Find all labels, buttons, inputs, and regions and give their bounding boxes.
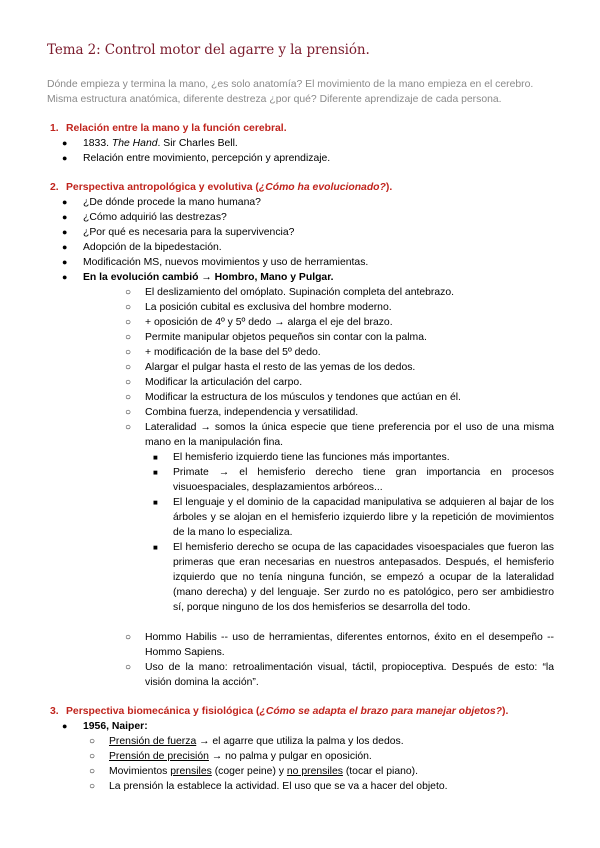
bullet-icon: ● xyxy=(62,212,68,222)
section-2 xyxy=(47,180,554,690)
bullet-icon: ● xyxy=(62,257,68,267)
bullet-icon: ● xyxy=(62,227,68,237)
sub-item: ○ Modificar la articulación del carpo. xyxy=(125,377,303,388)
bullet-icon: ● xyxy=(62,721,68,731)
list-item: ● Relación entre movimiento, percepción y aprendizaje. xyxy=(62,153,331,164)
circle-bullet-icon: ○ xyxy=(125,317,132,328)
spacer xyxy=(145,615,554,630)
bullet-icon: ● xyxy=(62,138,68,148)
sub-item: ○ La posición cubital es exclusiva del hombre moderno. xyxy=(125,302,392,313)
section-1 xyxy=(47,121,554,166)
intro-paragraph xyxy=(47,77,554,107)
list-item xyxy=(47,719,554,794)
list-item: ● 1833. The Hand. Sir Charles Bell. xyxy=(62,138,238,149)
section-number: 2. xyxy=(50,182,59,193)
section-heading xyxy=(47,121,554,136)
list-item: ● ¿Por qué es necesaria para la supervivencia? xyxy=(62,227,295,238)
sub-item: ○ Permite manipular objetos pequeños sin contar con la palma. xyxy=(125,332,427,343)
sub-item: ○ Alargar el pulgar hasta el resto de las yemas de los dedos. xyxy=(125,362,416,373)
sub-item: ○ Prensión de fuerza → el agarre que utiliza la palma y los dedos. xyxy=(89,736,404,747)
circle-bullet-icon: ○ xyxy=(125,422,132,433)
sub-item: ○ Combina fuerza, independencia y versatilidad. xyxy=(125,407,359,418)
sub-item: ○ Modificar la estructura de los músculos y tendones que actúan en él. xyxy=(125,392,461,403)
sub-item: ○ El deslizamiento del omóplato. Supinación completa del antebrazo. xyxy=(125,287,455,298)
intro-line: Misma estructura anatómica, diferente destreza ¿por qué? Diferente aprendizaje de cada persona. xyxy=(47,94,502,105)
square-bullet-icon: ■ xyxy=(153,543,158,552)
circle-bullet-icon: ○ xyxy=(89,781,96,792)
section-heading-text: Relación entre la mano y la función cerebral. xyxy=(66,123,287,134)
laterality-item: ■ El hemisferio izquierdo tiene las funciones más importantes. xyxy=(153,452,450,463)
sub-item: ○ Hommo Habilis -- uso de herramientas, diferentes entornos, éxito en el desempeño -- Hommo Sapiens. xyxy=(125,632,554,658)
list-item: ● ¿Cómo adquirió las destrezas? xyxy=(62,212,227,223)
intro-line: Dónde empieza y termina la mano, ¿es solo anatomía? El movimiento de la mano empieza en el cerebro. xyxy=(47,79,534,90)
evolution-heading: En la evolución cambió → Hombro, Mano y Pulgar. xyxy=(83,272,334,283)
bullet-icon: ● xyxy=(62,272,68,282)
section-heading: 2. Perspectiva antropológica y evolutiva (¿Cómo ha evolucionado?). xyxy=(50,182,393,193)
list-item: ● ¿De dónde procede la mano humana? xyxy=(62,197,261,208)
sub-item: ○ Uso de la mano: retroalimentación visual, táctil, propioceptiva. Después de esto: “la visión domina la acción”. xyxy=(125,662,554,688)
circle-bullet-icon: ○ xyxy=(89,736,96,747)
list-item: ● Adopción de la bipedestación. xyxy=(62,242,222,253)
circle-bullet-icon: ○ xyxy=(125,407,132,418)
document-title: Tema 2: Control motor del agarre y la prensión. xyxy=(47,42,370,58)
sub-item: ○ La prensión la establece la actividad. El uso que se va a hacer del objeto. xyxy=(89,781,448,792)
laterality-item: ■ Primate → el hemisferio derecho tiene gran importancia en procesos visuoespaciales, desplazamientos arbóreos... xyxy=(153,467,554,493)
laterality-list xyxy=(145,450,554,615)
bullet-icon: ● xyxy=(62,153,68,163)
circle-bullet-icon: ○ xyxy=(125,662,132,673)
bullet-list xyxy=(47,195,554,690)
section-number: 3. xyxy=(50,706,59,717)
square-bullet-icon: ■ xyxy=(153,498,158,507)
laterality-item: ■ El hemisferio derecho se ocupa de las capacidades visoespaciales que fueron las primeras que eran necesarias en nuestros antepasados. Después, el hemisferio izquierdo que no tenía ninguna función, se empezó a ocupar de la lateralidad (mano derecha) y del lenguaje. Ser zurdo no es patológico, pero ser ambidiestro sí, porque ninguno de los dos hemisferios se desarrolla del todo. xyxy=(153,542,554,613)
list-item xyxy=(47,270,554,690)
square-bullet-icon: ■ xyxy=(153,453,158,462)
circle-bullet-icon: ○ xyxy=(125,332,132,343)
bullet-icon: ● xyxy=(62,242,68,252)
section-list xyxy=(47,121,554,794)
sub-item: ○ Lateralidad → somos la única especie que tiene preferencia por el uso de una misma mano en la manipulación fina. ■ El hemisferio izquierdo tiene las funciones más importantes. ■ Primate → el hemisferio derecho tiene gran importancia en procesos visuoespaciales, desplazamientos arbóreos... ■ El lenguaje y el dominio de la capacidad manipulativa se adquieren al bajar de los árboles y se alojan en el hemisferio izquierdo libre y la repetición de movimientos de la mano lo especializa. ■ El hemisferio derecho se ocupa de las capacidades visoespaciales que fueron las primeras que eran necesarias en nuestros antepasados. Después, el hemisferio izquierdo que no tenía ninguna función, se empezó a ocupar de la lateralidad (mano derecha) y del lenguaje. Ser zurdo no es patológico, pero ser ambidiestro sí, porque ninguno de los dos hemisferios se desarrolla del todo. xyxy=(83,420,554,630)
circle-bullet-icon: ○ xyxy=(125,377,132,388)
circle-bullet-icon: ○ xyxy=(125,287,132,298)
section-number: 1. xyxy=(50,123,59,134)
laterality-item: ■ El lenguaje y el dominio de la capacidad manipulativa se adquieren al bajar de los árboles y se alojan en el hemisferio izquierdo libre y la repetición de movimientos de la mano lo especializa. xyxy=(153,497,554,538)
circle-bullet-icon: ○ xyxy=(89,751,96,762)
napier-heading: 1956, Naiper: xyxy=(83,721,148,732)
circle-bullet-icon: ○ xyxy=(125,362,132,373)
sub-item: ○ + modificación de la base del 5º dedo. xyxy=(125,347,321,358)
bullet-list xyxy=(47,719,554,794)
section-heading: 3. Perspectiva biomecánica y fisiológica (¿Cómo se adapta el brazo para manejar objetos?). xyxy=(50,706,509,717)
circle-bullet-icon: ○ xyxy=(125,347,132,358)
circle-bullet-icon: ○ xyxy=(125,632,132,643)
circle-bullet-icon: ○ xyxy=(89,766,96,777)
square-bullet-icon: ■ xyxy=(153,468,158,477)
sub-list xyxy=(83,734,554,794)
bullet-list xyxy=(47,136,554,166)
bullet-icon: ● xyxy=(62,197,68,207)
sub-item: ○ Prensión de precisión → no palma y pulgar en oposición. xyxy=(89,751,372,762)
circle-bullet-icon: ○ xyxy=(125,392,132,403)
sub-list xyxy=(83,285,554,690)
circle-bullet-icon: ○ xyxy=(125,302,132,313)
list-item: ● Modificación MS, nuevos movimientos y uso de herramientas. xyxy=(62,257,369,268)
section-3 xyxy=(47,704,554,794)
sub-item: ○ + oposición de 4º y 5º dedo → alarga el eje del brazo. xyxy=(125,317,393,328)
sub-item: ○ Movimientos prensiles (coger peine) y no prensiles (tocar el piano). xyxy=(89,766,419,777)
